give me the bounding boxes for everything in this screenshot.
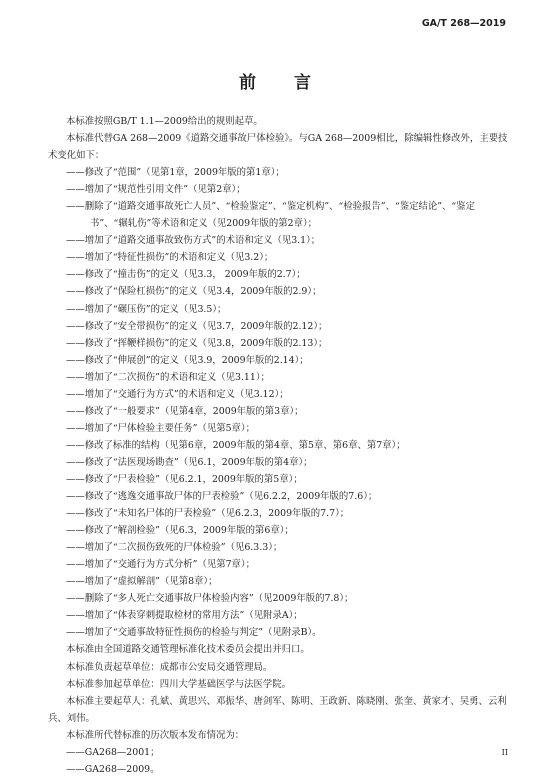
intro-paragraph: 本标准代替GA 268—2009《道路交通事故尸体检验》。与GA 268—2009相比，除编辑性修改外，主要技术变化如下： [48, 133, 508, 162]
change-item: ——修改了“挥鞭样损伤”的定义（见3.8，2009年版的2.13）； [66, 337, 328, 349]
change-item: ——增加了“特征性损伤”的术语和定义（见3.2）； [66, 252, 274, 264]
change-item: ——修改了“法医现场勘查”（见6.1，2009年版的第4章）； [66, 456, 313, 468]
change-item: ——修改了“未知名尸体的尸表检验”（见6.2.3，2009年版的7.7）； [66, 508, 350, 520]
change-item: ——增加了“尸体检验主要任务”（见第5章）； [66, 422, 255, 434]
change-item: ——增加了“交通事故特征性损伤的检验与判定”（见附录B）。 [66, 627, 322, 639]
change-item: ——增加了“交通行为方式”的术语和定义（见3.12）； [66, 388, 289, 400]
change-item: ——修改了“撞击伤”的定义（见3.3， 2009年版的2.7）； [66, 269, 306, 281]
change-item: ——修改了“伸展创”的定义（见3.9，2009年版的2.14）； [66, 354, 309, 366]
history-item: ——GA268—2001； [66, 746, 160, 758]
drafters-statement: 本标准主要起草人：孔斌、黄思兴、邓振华、唐剑军、陈明、王政新、陈晓刚、张奎、黄家才、吴勇、云利兵、刘伟。 [48, 695, 507, 724]
history-list [48, 744, 510, 778]
proposer-statement: 本标准由全国道路交通管理标准化技术委员会提出并归口。 [66, 644, 310, 656]
change-item: ——增加了“体表穿刺提取检材的常用方法”（见附录A）； [66, 610, 303, 622]
change-item: ——修改了“逃逸交通事故尸体的尸表检验”（见6.2.2，2009年版的7.6）； [66, 491, 378, 503]
foreword-body [48, 113, 510, 778]
page-title: 前 言 [239, 73, 327, 93]
page-number: II [501, 748, 508, 757]
change-item: ——修改了“解剖检验”（见6.3，2009年版的第6章）； [66, 525, 294, 537]
change-item: ——增加了“道路交通事故致伤方式”的术语和定义（见3.1）； [66, 235, 321, 247]
history-statement: 本标准所代替标准的历次版本发布情况为： [66, 729, 245, 741]
change-item: ——增加了“二次损伤致死的尸体检验”（见6.3.3）； [66, 542, 283, 554]
drafting-unit-statement: 本标准负责起草单位：成都市公安局交通管理局。 [66, 661, 273, 673]
change-item: ——增加了“二次损伤”的术语和定义（见3.11）； [66, 371, 270, 383]
change-item: ——删除了“多人死亡交通事故尸体检验内容”（见2009年版的7.8）； [66, 593, 354, 605]
history-item: ——GA268—2009。 [66, 763, 160, 775]
change-item: ——增加了“碾压伤”的定义（见3.5）； [66, 303, 227, 315]
change-item: ——增加了“规范性引用文件”（见第2章）； [66, 184, 246, 196]
change-item: ——增加了“交通行为方式分析”（见第7章）； [66, 559, 255, 571]
change-item: ——修改了“保险杠损伤”的定义（见3.4，2009年版的2.9）； [66, 286, 322, 298]
change-item: ——修改了标准的结构（见第6章，2009年版的第4章、第5章、第6章、第7章）； [66, 439, 406, 451]
change-list [48, 164, 510, 641]
intro-paragraph: 本标准按照GB/T 1.1—2009给出的规则起草。 [66, 116, 263, 127]
change-item: ——修改了“尸表检验”（见6.2.1，2009年版的第5章）； [66, 473, 303, 485]
change-item: ——修改了“安全带损伤”的定义（见3.7，2009年版的2.12）； [66, 320, 328, 332]
change-item: ——修改了“范围”（见第1章，2009年版的第1章）； [66, 167, 285, 179]
change-item: ——删除了“道路交通事故死亡人员”、“检验鉴定”、“鉴定机构”、“检验报告”、“鉴定结论”、“鉴定书”、“辗轧伤”等术语和定义（见2009年版的第2章）； [66, 201, 475, 230]
participating-unit-statement: 本标准参加起草单位：四川大学基础医学与法医学院。 [66, 678, 292, 690]
change-item: ——修改了“一般要求”（见第4章，2009年版的第3章）； [66, 405, 304, 417]
change-item: ——增加了“虚拟解剖”（见第8章）； [66, 576, 218, 588]
document-code: GA/T 268—2019 [421, 18, 506, 29]
